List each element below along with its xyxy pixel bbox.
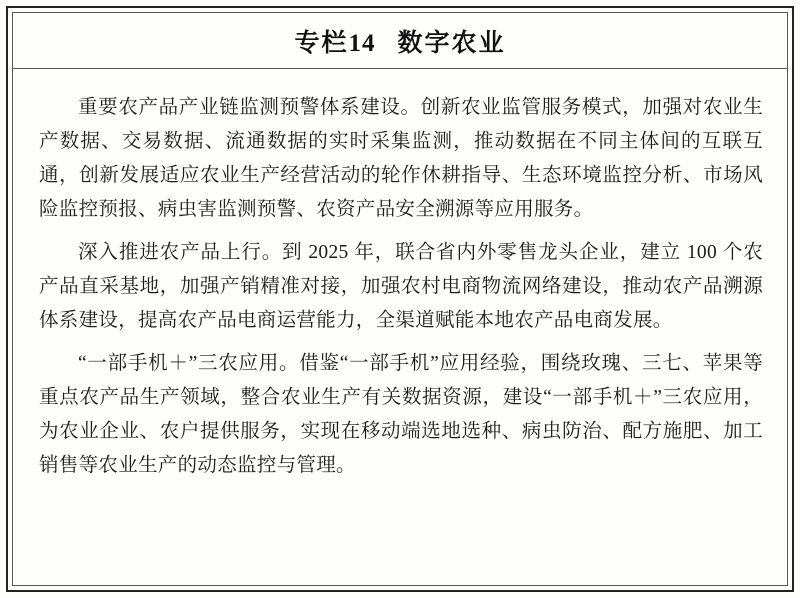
column-title-bar bbox=[13, 13, 787, 69]
paragraph: 重要农产品产业链监测预警体系建设。创新农业监管服务模式，加强对农业生产数据、交易数据、流通数据的实时采集监测，推动数据在不同主体间的互联互通，创新发展适应农业生产经营活动的轮作休耕指导、生态环境监控分析、市场风险监控预报、病虫害监测预警、农资产品安全溯源等应用服务。 bbox=[39, 97, 763, 220]
title-prefix: 专栏 bbox=[294, 29, 349, 57]
column-box-inner-border bbox=[12, 12, 788, 586]
page-title bbox=[294, 23, 505, 59]
paragraph: “一部手机＋”三农应用。借鉴“一部手机”应用经验，围绕玫瑰、三七、苹果等重点农产品生产领域，整合农业生产有关数据资源，建设“一部手机＋”三农应用，为农业企业、农户提供服务，实现在移动端选地选种、病虫防治、配方施肥、加工销售等农业生产的动态监控与管理。 bbox=[39, 353, 763, 476]
title-number: 14 bbox=[348, 29, 376, 57]
column-body-text bbox=[13, 69, 787, 585]
paragraph: 深入推进农产品上行。到 2025 年，联合省内外零售龙头企业，建立 100 个农产品直采基地，加强产销精准对接，加强农村电商物流网络建设，推动农产品溯源体系建设，提高农产品电商运营能力，全渠道赋能本地农产品电商发展。 bbox=[39, 242, 763, 331]
title-name: 数字农业 bbox=[397, 29, 506, 57]
column-box-outer-border bbox=[6, 6, 794, 592]
